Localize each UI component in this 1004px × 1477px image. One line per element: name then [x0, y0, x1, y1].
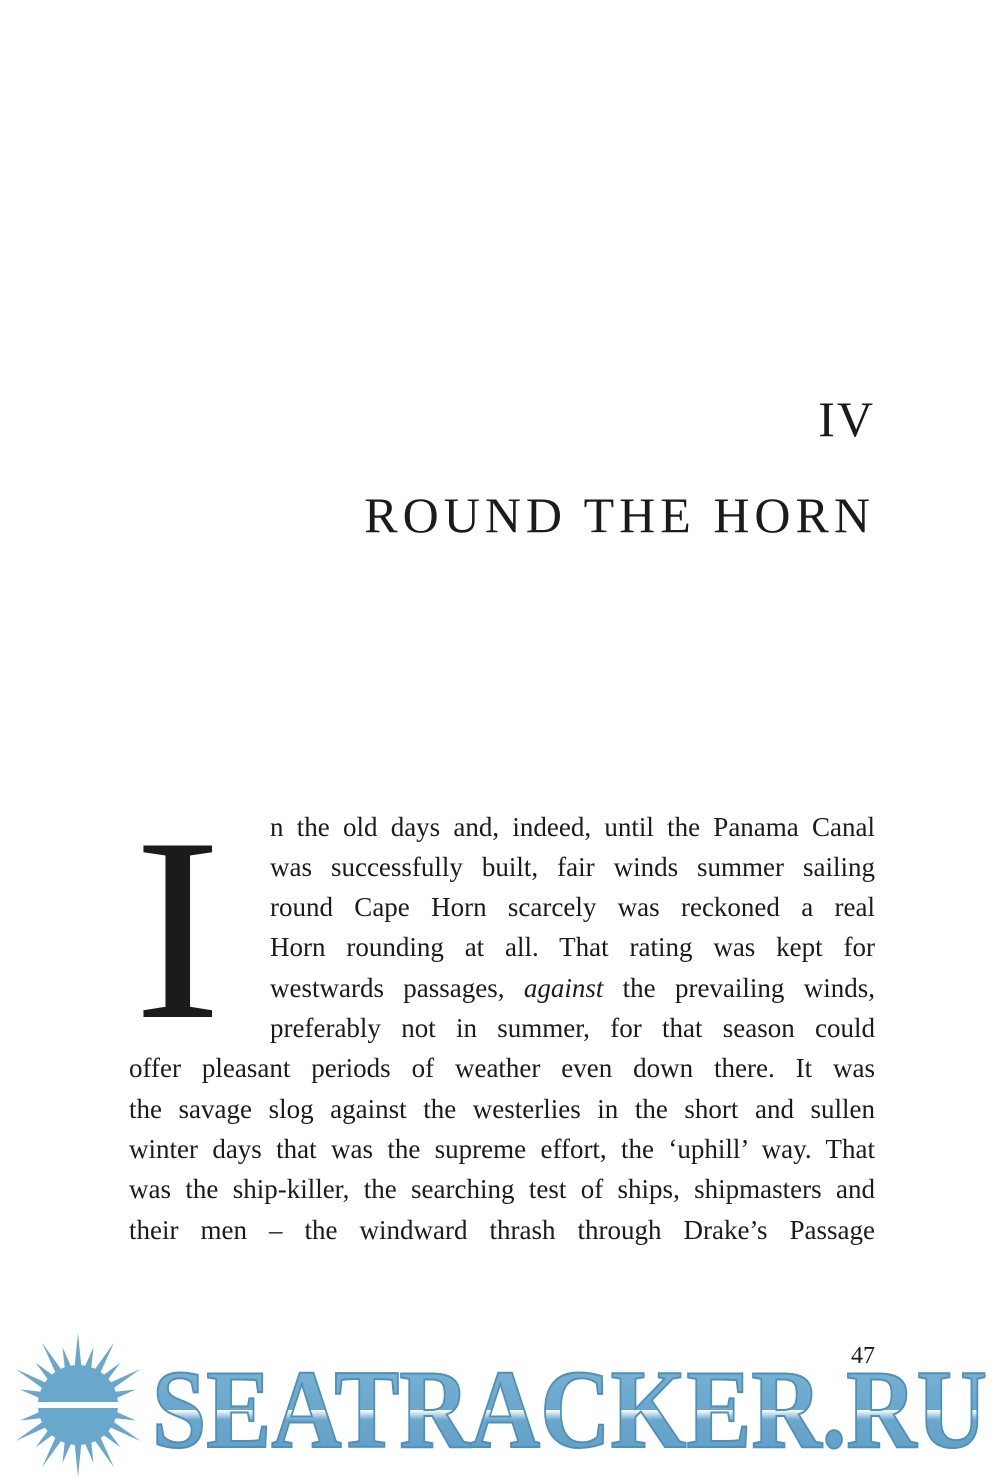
paragraph-line: preferably not in summer, for that season could: [270, 1013, 875, 1043]
paragraph-line: the savage slog against the westerlies in the short and sullen: [129, 1094, 875, 1124]
paragraph-line: was successfully built, fair winds summer sailing: [270, 852, 875, 882]
emphasis-text: against: [523, 973, 604, 1003]
page-number: 47: [851, 1343, 875, 1369]
drop-cap: I: [134, 784, 222, 1074]
paragraph-line: n the old days and, indeed, until the Panama Canal: [270, 812, 875, 842]
paragraph-line: [270, 968, 875, 1008]
chapter-title: ROUND THE HORN: [364, 487, 875, 543]
line-segment: the prevailing winds,: [622, 973, 875, 1003]
paragraph-line: was the ship-killer, the searching test of ships, shipmasters and: [129, 1174, 875, 1204]
watermark-text: SEATRACKER.RU: [152, 1348, 987, 1472]
paragraph-line: round Cape Horn scarcely was reckoned a real: [270, 892, 875, 922]
paragraph-line: offer pleasant periods of weather even down there. It was: [129, 1053, 875, 1083]
line-segment: westwards passages,: [270, 973, 505, 1003]
paragraph-line: their men – the windward thrash through Drake’s Passage: [129, 1215, 875, 1245]
sun-icon: [0, 1333, 158, 1477]
chapter-number: IV: [818, 391, 875, 447]
paragraph-line: winter days that was the supreme effort, the ‘uphill’ way. That: [129, 1134, 875, 1164]
paragraph-line: Horn rounding at all. That rating was kept for: [270, 932, 875, 962]
